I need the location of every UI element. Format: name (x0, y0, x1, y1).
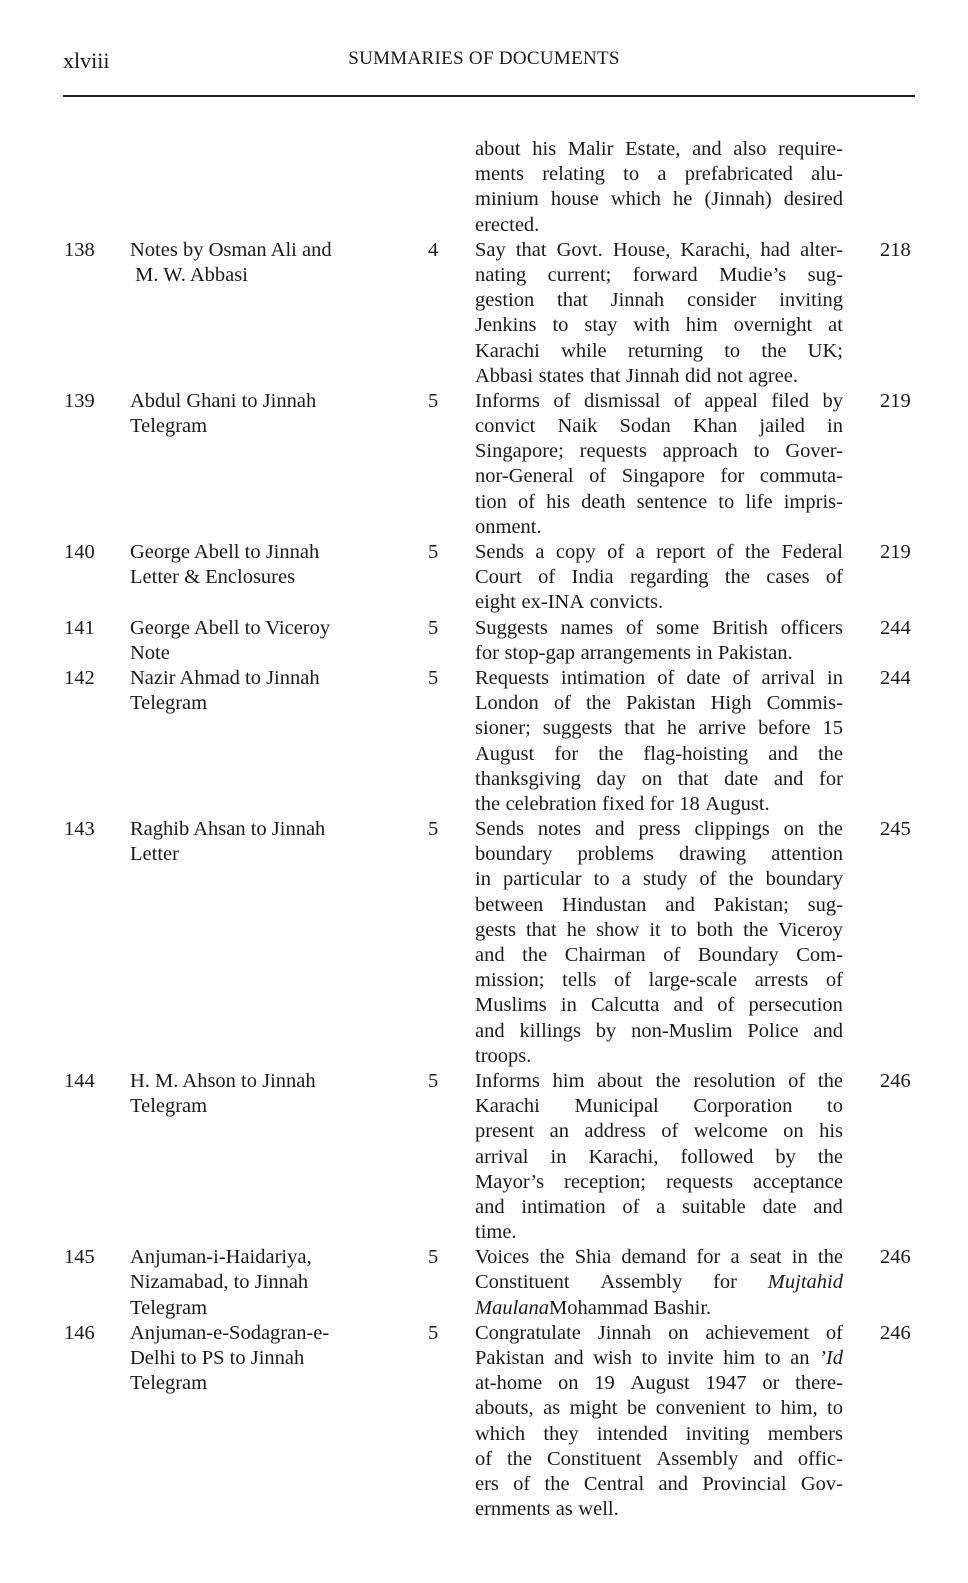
description-line: boundary problems drawing attention (475, 843, 843, 866)
continuation-entry (0, 137, 968, 238)
entry-number: 140 (64, 541, 95, 563)
page-number-folio: xlviii (63, 48, 110, 73)
entry-name-line: Raghib Ahsan to Jinnah (130, 818, 326, 841)
entry-description (475, 1069, 843, 1245)
entry-name (130, 616, 400, 666)
description-line: Maulana Mohammad Bashir. (475, 1296, 712, 1319)
description-line: of the Constituent Assembly and offic- (475, 1447, 843, 1470)
description-line: ers of the Central and Provincial Gov- (475, 1472, 843, 1495)
entry-row (0, 616, 968, 666)
entry-name-line: Telegram (130, 1372, 208, 1395)
description-line: Abbasi states that Jinnah did not agree. (475, 364, 798, 387)
description-line: London of the Pakistan High Commis- (475, 692, 843, 715)
entry-description (475, 1321, 843, 1523)
description-line: Jenkins to stay with him overnight at (475, 314, 843, 337)
description-line: at-home on 19 August 1947 or there- (475, 1372, 843, 1395)
entry-description (475, 137, 843, 238)
entry-row (0, 666, 968, 817)
description-line: Informs him about the resolution of the (475, 1069, 843, 1092)
description-line: the celebration fixed for 18 August. (475, 792, 770, 815)
entry-description (475, 238, 843, 389)
description-line: tion of his death sentence to life impris- (475, 490, 843, 513)
description-line: for stop-gap arrangements in Pakistan. (475, 641, 793, 664)
entry-volume: 5 (428, 616, 439, 639)
entry-name (130, 1321, 400, 1397)
entry-volume: 5 (428, 1069, 439, 1092)
description-line: Voices the Shia demand for a seat in the (475, 1246, 843, 1269)
entry-name (130, 666, 400, 716)
entry-number: 145 (64, 1246, 95, 1269)
entry-volume: 5 (428, 818, 439, 841)
description-line: between Hindustan and Pakistan; sug- (475, 893, 843, 916)
entry-volume: 5 (428, 541, 439, 563)
summaries-list (0, 137, 968, 1522)
description-line: August for the flag-hoisting and the (475, 742, 843, 765)
description-line: Sends a copy of a report of the Federal (475, 541, 843, 563)
description-line: Informs of dismissal of appeal filed by (475, 389, 843, 412)
description-line: Singapore; requests approach to Gover- (475, 440, 843, 463)
entry-page: 245 (880, 818, 911, 841)
entry-name (130, 817, 400, 867)
description-line: nating current; forward Mudie’s sug- (475, 263, 843, 286)
entry-page: 218 (880, 238, 911, 261)
entry-name-line: George Abell to Viceroy (130, 616, 331, 639)
description-line: Sends notes and press clippings on the (475, 818, 843, 841)
entry-number: 142 (64, 666, 95, 689)
entry-page: 244 (880, 616, 911, 639)
entry-volume: 5 (428, 1321, 439, 1344)
entry-volume: 4 (428, 238, 439, 261)
description-line: in particular to a study of the boundary (475, 868, 843, 891)
entry-row (0, 1069, 968, 1245)
description-line: arrival in Karachi, followed by the (475, 1145, 843, 1168)
entry-volume: 5 (428, 389, 439, 412)
description-line: Karachi while returning to the UK; (475, 339, 843, 362)
entry-description (475, 1245, 843, 1321)
entry-number: 139 (64, 389, 95, 412)
entry-name-line: Telegram (130, 1296, 208, 1319)
entry-name-line: Nazir Ahmad to Jinnah (130, 666, 320, 689)
entry-number: 144 (64, 1069, 95, 1092)
entry-page: 246 (880, 1069, 911, 1092)
entry-name-line: H. M. Ahson to Jinnah (130, 1069, 316, 1092)
description-line: time. (475, 1221, 517, 1244)
entry-volume: 5 (428, 1246, 439, 1269)
description-line: nor-General of Singapore for commuta- (475, 465, 843, 488)
description-line: ernments as well. (475, 1498, 619, 1521)
description-line: Requests intimation of date of arrival in (475, 666, 843, 689)
entry-volume: 5 (428, 666, 439, 689)
entry-page: 246 (880, 1246, 911, 1269)
entry-description (475, 666, 843, 817)
description-line: Congratulate Jinnah on achievement of (475, 1321, 843, 1344)
entry-row (0, 540, 968, 616)
description-line: Karachi Municipal Corporation to (475, 1095, 843, 1118)
entry-name-line: Abdul Ghani to Jinnah (130, 389, 317, 412)
description-line: sioner; suggests that he arrive before 15 (475, 717, 843, 740)
entry-name (130, 238, 400, 288)
description-line: troops. (475, 1044, 532, 1067)
description-line: thanksgiving day on that date and for (475, 767, 843, 790)
description-line: Pakistan and wish to invite him to an ’Id (475, 1347, 843, 1369)
description-line: and killings by non-Muslim Police and (475, 1019, 843, 1042)
entry-name-line: Telegram (130, 415, 208, 438)
entry-description (475, 616, 843, 666)
entry-name-line: Telegram (130, 1095, 208, 1118)
entry-page: 244 (880, 666, 911, 689)
description-line: onment. (475, 515, 542, 538)
entry-name-line: M. W. Abbasi (130, 263, 248, 286)
entry-name-line: Anjuman-i-Haidariya, (130, 1246, 312, 1269)
entry-description (475, 817, 843, 1069)
entry-number: 141 (64, 616, 95, 639)
entry-name-line: Anjuman-e-Sodagran-e- (130, 1321, 330, 1344)
header-rule (63, 95, 915, 97)
description-line: mission; tells of large-scale arrests of (475, 969, 843, 992)
entry-row (0, 238, 968, 389)
entry-name (130, 540, 400, 590)
entry-page: 219 (880, 541, 911, 563)
entry-name-line: Letter (130, 843, 179, 866)
description-line: abouts, as might be convenient to him, to (475, 1397, 843, 1420)
description-line: Court of India regarding the cases of (475, 566, 843, 589)
description-line: which they intended inviting members (475, 1422, 843, 1445)
running-title: SUMMARIES OF DOCUMENTS (348, 48, 620, 69)
entry-row (0, 1321, 968, 1523)
description-line: and intimation of a suitable date and (475, 1195, 843, 1218)
description-line: Muslims in Calcutta and of persecution (475, 994, 843, 1017)
entry-row (0, 817, 968, 1069)
entry-row (0, 1245, 968, 1321)
entry-name (130, 1069, 400, 1119)
description-line: erected. (475, 213, 540, 236)
entry-name (130, 1245, 400, 1321)
entry-name-line: Letter & Enclosures (130, 566, 296, 589)
description-line: eight ex-INA convicts. (475, 591, 664, 614)
entry-description (475, 389, 843, 540)
description-line: and the Chairman of Boundary Com- (475, 944, 843, 966)
entry-name-line: Nizamabad, to Jinnah (130, 1271, 309, 1294)
entry-name-line: Delhi to PS to Jinnah (130, 1347, 305, 1370)
entry-name-line: George Abell to Jinnah (130, 541, 320, 563)
entry-name (130, 389, 400, 439)
description-line: about his Malir Estate, and also require- (475, 138, 843, 160)
entry-page: 246 (880, 1321, 911, 1344)
description-line: present an address of welcome on his (475, 1120, 843, 1143)
entry-number: 143 (64, 818, 95, 841)
description-line: gests that he show it to both the Viceroy (475, 918, 843, 941)
entry-page: 219 (880, 389, 911, 412)
entry-name-line: Notes by Osman Ali and (130, 238, 332, 261)
description-line: Suggests names of some British officers (475, 616, 843, 639)
description-line: Mayor’s reception; requests acceptance (475, 1170, 843, 1193)
description-line: gestion that Jinnah consider inviting (475, 289, 843, 312)
entry-number: 146 (64, 1321, 95, 1344)
description-line: Constituent Assembly for Mujtahid (475, 1271, 843, 1294)
description-line: minium house which he (Jinnah) desired (475, 188, 843, 211)
entry-description (475, 540, 843, 616)
entry-name-line: Note (130, 641, 170, 664)
description-line: ments relating to a prefabricated alu- (475, 163, 843, 186)
entry-row (0, 389, 968, 540)
description-line: convict Naik Sodan Khan jailed in (475, 415, 843, 438)
entry-name-line: Telegram (130, 692, 208, 715)
entry-number: 138 (64, 238, 95, 261)
description-line: Say that Govt. House, Karachi, had alter- (475, 238, 843, 261)
